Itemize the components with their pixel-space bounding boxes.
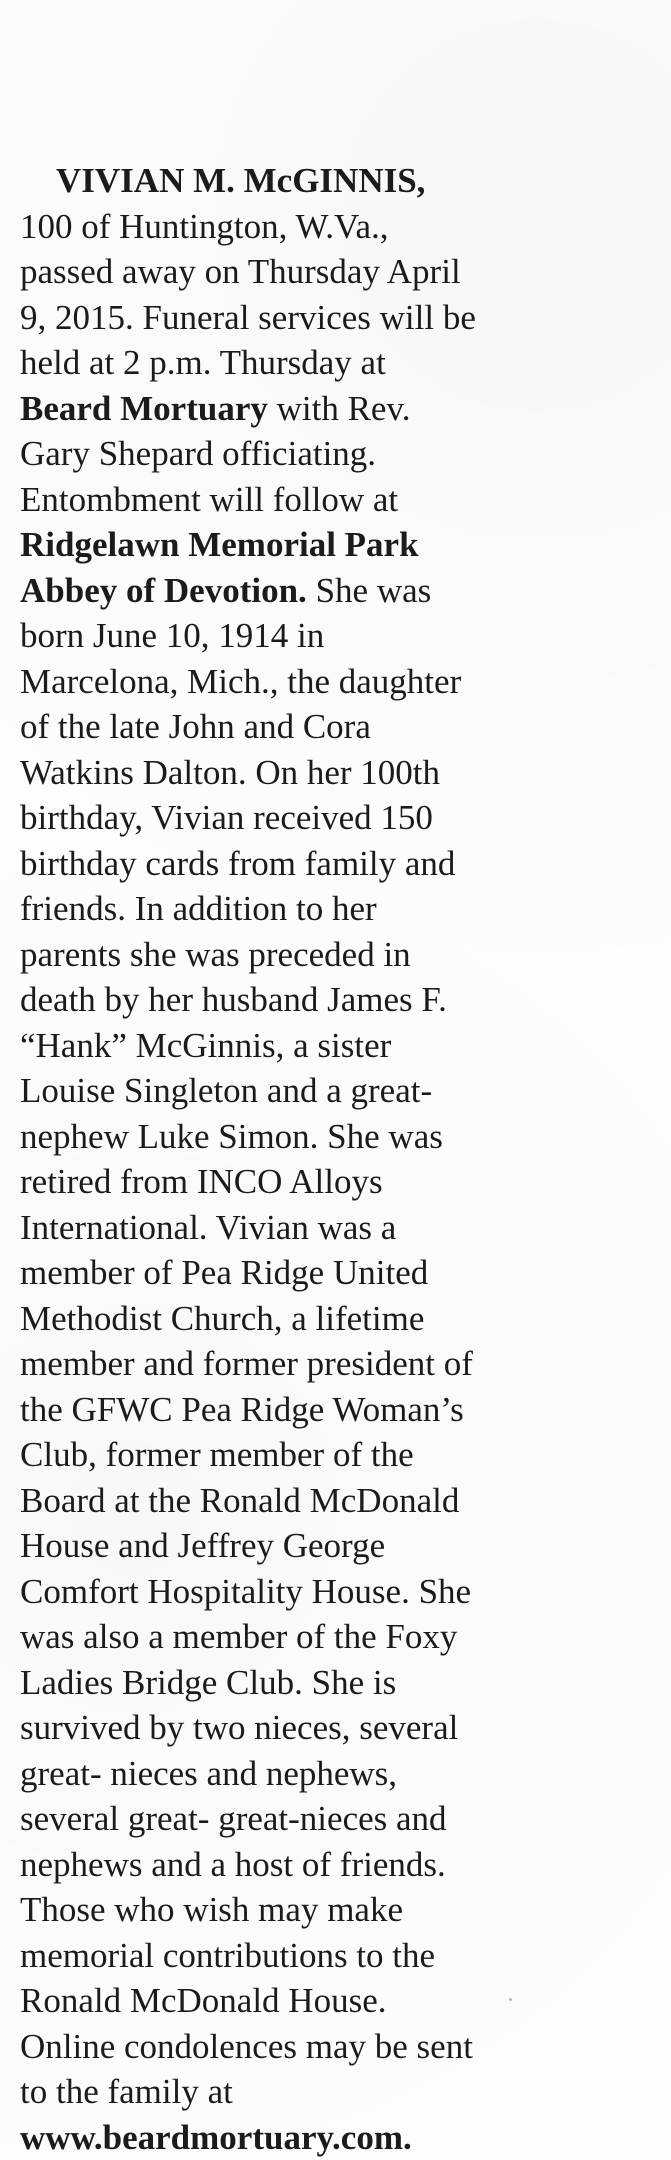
obituary-line [20, 795, 580, 841]
body-text: Entombment will follow at [20, 480, 398, 519]
bold-text: Beard Mortuary [20, 389, 268, 428]
body-text: Ladies Bridge Club. She is [20, 1663, 396, 1702]
bold-text: Abbey of Devotion. [20, 571, 307, 610]
body-text: Watkins Dalton. On her 100th [20, 753, 440, 792]
body-text: birthday cards from family and [20, 844, 455, 883]
body-text: Ronald McDonald House. [20, 1981, 386, 2020]
obituary-line [20, 477, 580, 523]
obituary-line [20, 1478, 580, 1524]
obituary-line [20, 886, 580, 932]
body-text: passed away on Thursday April [20, 252, 461, 291]
obituary-line [20, 1887, 580, 1933]
body-text: Louise Singleton and a great- [20, 1071, 432, 1110]
obituary-line [20, 1341, 580, 1387]
obituary-line [20, 659, 580, 705]
obituary-line [20, 340, 580, 386]
obituary-line [20, 1205, 580, 1251]
obituary-line [20, 1705, 580, 1751]
body-text: nephews and a host of friends. [20, 1845, 446, 1884]
obituary-line [20, 431, 580, 477]
body-text: Those who wish may make [20, 1890, 403, 1929]
obituary-line [20, 1114, 580, 1160]
body-text: friends. In addition to her [20, 889, 377, 928]
body-text: Comfort Hospitality House. She [20, 1572, 471, 1611]
body-text: Methodist Church, a lifetime [20, 1299, 424, 1338]
obituary-line [20, 1296, 580, 1342]
obituary-line [20, 1387, 580, 1433]
body-text: Club, former member of the [20, 1435, 414, 1474]
obituary-line [20, 1614, 580, 1660]
obituary-line [20, 2024, 580, 2070]
obituary-line [20, 249, 580, 295]
obituary-line [20, 1159, 580, 1205]
body-text: was also a member of the Foxy [20, 1617, 457, 1656]
bold-text: www.beardmortuary.com. [20, 2118, 412, 2157]
body-text: several great- great-nieces and [20, 1799, 447, 1838]
obituary-line [20, 750, 580, 796]
obituary-line [20, 841, 580, 887]
body-text: 9, 2015. Funeral services will be [20, 298, 476, 337]
obituary-line [20, 1796, 580, 1842]
obituary-line [20, 522, 580, 568]
body-text: nephew Luke Simon. She was [20, 1117, 443, 1156]
body-text: Marcelona, Mich., the daughter [20, 662, 461, 701]
obituary-text [20, 158, 580, 2160]
body-text: member of Pea Ridge United [20, 1253, 428, 1292]
obituary-line [20, 1978, 580, 2024]
obituary-line [20, 1933, 580, 1979]
body-text: the GFWC Pea Ridge Woman’s [20, 1390, 464, 1429]
body-text: member and former president of [20, 1344, 473, 1383]
body-text: of the late John and Cora [20, 707, 371, 746]
obituary-line [20, 1432, 580, 1478]
obituary-line [20, 1751, 580, 1797]
obituary-line [20, 204, 580, 250]
obituary-line [20, 613, 580, 659]
obituary-line [20, 1023, 580, 1069]
body-text: held at 2 p.m. Thursday at [20, 343, 386, 382]
body-text: Board at the Ronald McDonald [20, 1481, 459, 1520]
body-text: House and Jeffrey George [20, 1526, 385, 1565]
bold-text: Ridgelawn Memorial Park [20, 525, 419, 564]
body-text: retired from INCO Alloys [20, 1162, 383, 1201]
obituary-line [20, 295, 580, 341]
obituary-line [20, 1523, 580, 1569]
body-text: to the family at [20, 2072, 233, 2111]
body-text: survived by two nieces, several [20, 1708, 458, 1747]
obituary-heading-line [20, 158, 580, 204]
obituary-line [20, 1068, 580, 1114]
body-text: “Hank” McGinnis, a sister [20, 1026, 391, 1065]
scan-speck [509, 1998, 512, 2001]
obituary-line [20, 568, 580, 614]
obituary-line [20, 1842, 580, 1888]
obituary-line [20, 2115, 580, 2160]
body-text: 100 of Huntington, W.Va., [20, 207, 388, 246]
obituary-line [20, 932, 580, 978]
body-text: memorial contributions to the [20, 1936, 435, 1975]
body-text: parents she was preceded in [20, 935, 411, 974]
obituary-line [20, 704, 580, 750]
body-text: death by her husband James F. [20, 980, 447, 1019]
bold-text: VIVIAN M. McGINNIS, [56, 161, 425, 200]
obituary-line [20, 386, 580, 432]
body-text: Gary Shepard officiating. [20, 434, 376, 473]
body-text: International. Vivian was a [20, 1208, 396, 1247]
obituary-line [20, 2069, 580, 2115]
body-text: She was [307, 571, 431, 610]
body-text: birthday, Vivian received 150 [20, 798, 433, 837]
obituary-line [20, 1660, 580, 1706]
obituary-line [20, 977, 580, 1023]
body-text: great- nieces and nephews, [20, 1754, 397, 1793]
obituary-line [20, 1250, 580, 1296]
body-text: Online condolences may be sent [20, 2027, 473, 2066]
body-text: born June 10, 1914 in [20, 616, 324, 655]
body-text: with Rev. [268, 389, 411, 428]
obituary-line [20, 1569, 580, 1615]
